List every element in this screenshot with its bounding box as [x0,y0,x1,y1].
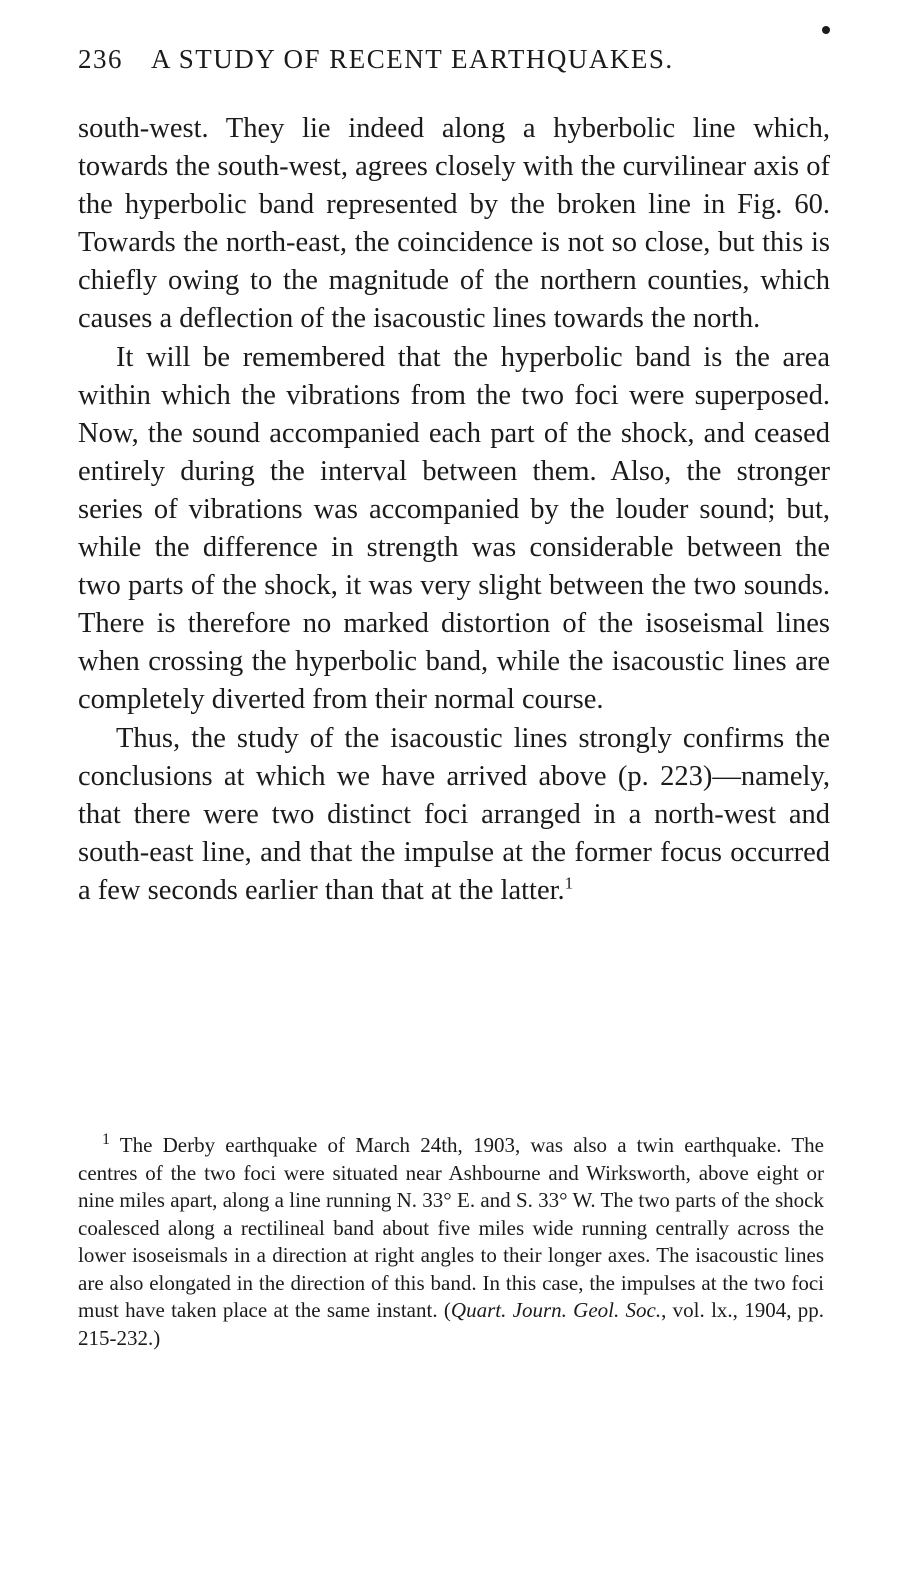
footnote-marker: 1 [102,1131,110,1148]
footnote-text: The Derby earthquake of March 24th, 1903, was also a twin earthquake. The centres of the two foci were situated near Ashbourne and Wirksworth, above eight or nine miles apart, along a line running N. 33° E. and S. 33° W. The two parts of the shock coalesced along a rectilineal band about five miles wide running centrally across the lower isoseismals in a direction at right angles to their longer axes. The isacoustic lines are also elongated in the direction of this band. In this case, the impulses at the two foci must have taken place at the same instant. [78,1133,824,1322]
footnote [78,1132,824,1352]
paragraph-continued: south-west. They lie indeed along a hyberbolic line which, towards the south-west, agrees closely with the curvilinear axis of the hyperbolic band represented by the broken line in Fig. 60. Towards the north-east, the coincidence is not so close, but this is chiefly owing to the magnitude of the northern counties, which causes a deflection of the isacoustic lines towards the north. [78,113,830,335]
running-header [78,44,838,75]
paragraph [78,720,830,910]
paragraph-text: Thus, the study of the isacoustic lines strongly confirms the conclusions at which we have arrived above (p. 223)—namely, that there were two distinct foci arranged in a north-west and south-east line, and that the impulse at the former focus occurred a few seconds earlier than that at the latter. [78,722,830,906]
page-number: 236 [78,44,123,74]
citation-details: , vol. lx., 1904, pp. 215-232.) [78,1298,825,1350]
paragraph: It will be remembered that the hyperbolic band is the area within which the vibrations from the two foci were superposed. Now, the sound accompanied each part of the shock, and ceased entirely during the interval between them. Also, the stronger series of vibrations was accompanied by the louder sound; but, while the difference in strength was considerable between the two parts of the shock, it was very slight between the two sounds. There is therefore no marked distortion of the isoseismal lines when crossing the hyperbolic band, while the isacoustic lines are completely diverted from their normal course. [78,341,830,716]
footnote-reference[interactable]: 1 [564,873,574,893]
citation-journal: Quart. Journ. Geol. Soc. [450,1298,662,1322]
footnote-section [78,1132,824,1352]
main-text [78,110,830,910]
citation-open: ( [443,1298,451,1322]
running-title: A STUDY OF RECENT EARTHQUAKES. [151,44,674,74]
page-mark-dot [822,26,830,34]
